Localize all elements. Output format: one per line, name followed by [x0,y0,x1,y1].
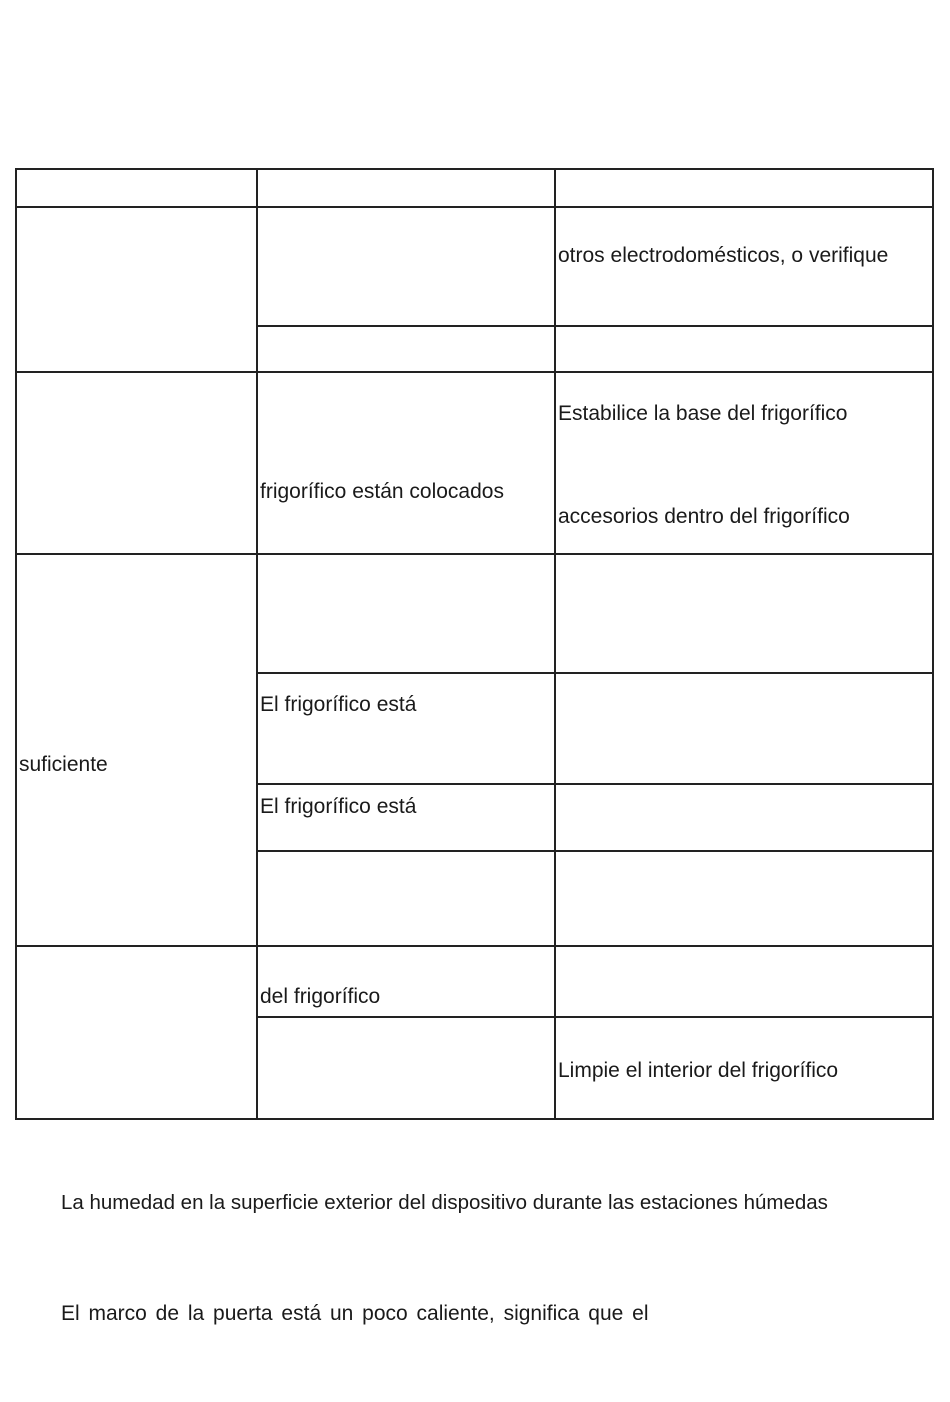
table-subrow-divider [256,850,934,852]
table-cell: otros electrodomésticos, o verifique [558,244,889,267]
table-row-divider [15,553,934,555]
table-cell: Limpie el interior del frigorífico [558,1059,839,1082]
paragraph-door-frame: El marco de la puerta está un poco caliente, significa que el [61,1302,649,1325]
table-border-bottom [15,1118,934,1120]
table-column-divider [256,168,258,1120]
table-column-divider [554,168,556,1120]
table-cell: El frigorífico está [260,795,417,818]
table-row-divider [15,206,934,208]
table-cell: del frigorífico [260,985,381,1008]
table-row-divider [15,371,934,373]
table-cell: suficiente [19,753,108,776]
table-subrow-divider [256,783,934,785]
table-subrow-divider [256,672,934,674]
table-subrow-divider [256,1016,934,1018]
table-subrow-divider [256,325,934,327]
table-border-right [932,168,934,1120]
table-cell: Estabilice la base del frigorífico [558,402,848,425]
table-cell: El frigorífico está [260,693,417,716]
paragraph-humidity: La humedad en la superficie exterior del dispositivo durante las estaciones húmedas [61,1191,828,1214]
table-cell: accesorios dentro del frigorífico [558,505,850,528]
table-row-divider [15,945,934,947]
table-cell: frigorífico están colocados [260,480,504,503]
table-border-left [15,168,17,1120]
table-border-top [15,168,934,170]
